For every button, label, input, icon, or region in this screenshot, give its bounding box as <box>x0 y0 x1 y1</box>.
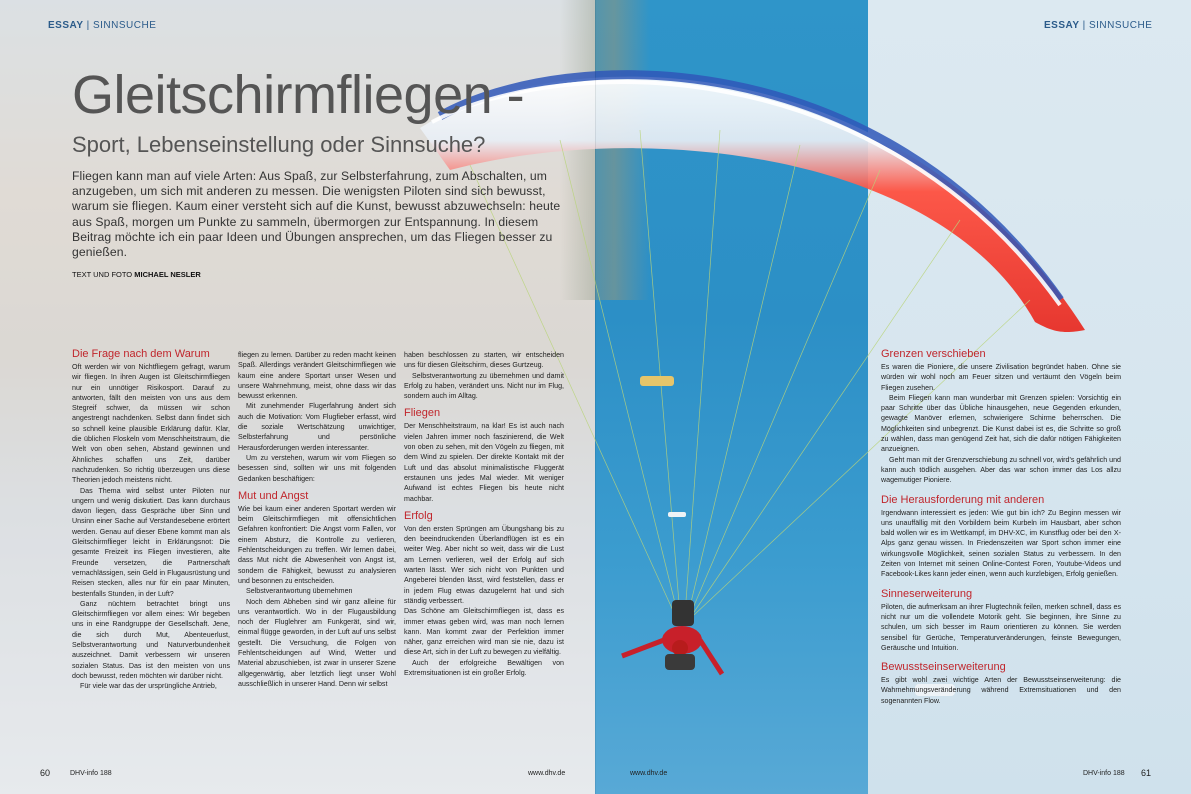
paragraph: Selbstverantwortung zu übernehmen und damit Erfolg zu haben, verändert uns. Nicht nur im Flug, sondern auch im Alltag. <box>404 371 564 401</box>
section-heading: Erfolg <box>404 509 433 522</box>
paragraph: Von den ersten Sprüngen am Übungshang bis zu den beeindruckenden Überlandflügen ist es ein weiter Weg. Aber nicht so weit, dass wir die Lust am Lernen verlieren, weil der Erfolg auf sich warten lässt. Wer sich nicht von Punkten und Angeberei blenden lässt, wird feststellen, dass er in jedem Flug etwas dazugelernt hat und sich ständig verbessert. <box>404 524 564 605</box>
pilot-figure <box>622 600 722 674</box>
paragraph: Wie bei kaum einer anderen Sportart werden wir beim Gleitschirmfliegen mit offensichtlichen Gefahren konfrontiert: Die Angst vorm Fallen, vor einem Absturz, die Kontrolle zu verlieren, Fehlentscheidungen zu treffen. Wir lernen dabei, dass Mut nicht die Abwesenheit von Angst ist, sondern die Fähigkeit, bewusst zu analysieren und besonnen zu entscheiden. <box>238 504 396 585</box>
boat <box>668 512 686 517</box>
paragraph: Irgendwann interessiert es jeden: Wie gut bin ich? Zu Beginn messen wir uns unauffällig mit den Vorbildern beim Kurbeln im Hausbart, aber schon bald wollen wir es im Wettkampf, im DHV-XC, im Kunstflug oder bei den X-Alps ganz genau wissen. In Friedenszeiten war Sport schon immer eine wirkungsvolle Möglichkeit, seinen sozialen Status zu verbessern. In den Zeiten von Internet mit seinen Online-Contest Foren, Youtube-Videos und Facebook-Likes kann jeder einen, wenn auch kurzlebigen, Erfolg genießen. <box>881 508 1121 579</box>
paragraph: Ganz nüchtern betrachtet bringt uns Gleitschirmfliegen vor allem eines: Wir begeben uns in eine Randgruppe der Gesellschaft. Jene, die sich durch Mut, Abenteuerlust, Selbstverantwortung und Naturverbundenheit auszeichnet. Damit verbessern wir unseren sozialen Status. Das ist den meisten von uns doch bewusst, reden möchten wir darüber nicht. <box>72 599 230 680</box>
paragraph: Noch dem Abheben sind wir ganz alleine für uns verantwortlich. Wo in der Flugausbildung noch der Fluglehrer am Funkgerät, sind wir, einmal flügge geworden, in der Luft auf uns selbst gestellt. Die Versuchung, die Folgen von Fehlentscheidungen auf Wind, Wetter und Material abzuschieben, ist zwar in unserer Szene allgegenwärtig, aber letztlich liegt unser Wohl ausschließlich in unserer Hand. Denn wir selbst <box>238 597 396 688</box>
website-url: www.dhv.de <box>528 770 566 777</box>
boat <box>640 376 674 386</box>
paragraph: Beim Fliegen kann man wunderbar mit Grenzen spielen: Vorsichtig ein paar Schritte über das Übliche hinausgehen, neue Gegenden erkunden, gewagte Manöver erlernen, schwierigere Schirme beherrschen. Die Möglichkeiten sind unbegrenzt. Die Kunst dabei ist es, die Schritte so groß zu wählen, dass man genügend Zeit hat, sich die dafür nötigen Fähigkeiten anzueignen. <box>881 393 1121 454</box>
section-heading: Sinneserweiterung <box>881 587 973 600</box>
article-lead: Fliegen kann man auf viele Arten: Aus Spaß, zur Selbsterfahrung, zum Abschalten, um anzugeben, um sich mit anderen zu messen. Die wenigsten Piloten sind sich bewusst, warum sie fliegen. Kaum einer versteht sich auf die Kunst, bewusst abzuwechseln: heute aus Spaß, morgen um Punkte zu sammeln, übermorgen zur Entspannung. In diesem Beitrag möchte ich ein paar Ideen und Übungen ansprechen, um das Fliegen besser zu genießen. <box>72 169 561 260</box>
text-column-2 <box>238 350 396 689</box>
article-title: Gleitschirmfliegen - <box>72 65 525 125</box>
text-column-3 <box>404 350 564 678</box>
paragraph: Um zu verstehen, warum wir vom Fliegen so besessen sind, sollten wir uns mit folgenden Gedanken beschäftigen: <box>238 453 396 483</box>
page-number: 61 <box>1141 768 1152 778</box>
magazine-folio: DHV-info 188 <box>1083 770 1125 777</box>
paragraph: Das Schöne am Gleitschirmfliegen ist, dass es immer etwas geben wird, was man noch lernen kann. Man kommt zwar der Perfektion immer näher, ganz erreichen wird man sie nie, dazu ist diese Art, sich in der Luft zu bewegen zu vielfältig. <box>404 607 564 657</box>
paragraph: Mit zunehmender Flugerfahrung ändert sich auch die Motivation: Vom Flugfieber erfasst, wird die soziale Wertschätzung unwichtiger, Selbsterfahrung und persönliche Herausforderungen werden interessanter. <box>238 402 396 452</box>
paragraph: Auch der erfolgreiche Bewältigen von Extremsituationen ist ein großer Erfolg. <box>404 658 564 678</box>
author-credit: TEXT UND FOTO MICHAEL NESLER <box>72 270 201 279</box>
paragraph: Piloten, die aufmerksam an ihrer Flugtechnik feilen, merken schnell, dass es nicht nur um die vollendete Motorik geht. Sie beginnen, ihre Sinne zu schulen, um sich besser im Raum orientieren zu können. Sie werden sensibel für Gerüche, Temperaturveränderungen, feinste Bewegungen, Geräusche und Intuition. <box>881 602 1121 652</box>
paragraph: Geht man mit der Grenzverschiebung zu schnell vor, wird's gefährlich und kann auch tödlich ausgehen. Aber das war schon immer das Los allzu wagemutiger Pioniere. <box>881 455 1121 485</box>
paragraph: Es waren die Pioniere, die unsere Zivilisation begründet haben. Ohne sie würden wir wohl noch am Feuer sitzen und vertäumt den Vögeln beim Fliegen zusehen. <box>881 363 1121 392</box>
paragraph: fliegen zu lernen. Darüber zu reden macht keinen Spaß. Allerdings verändert Gleitschirmfliegen wie kaum eine andere Sportart unser Wesen und unsere Wahrnehmung, meist, ohne dass wir das bewusst erkennen. <box>238 351 396 401</box>
paragraph: haben beschlossen zu starten, wir entscheiden uns für diesen Gleitschirm, dieses Gurtzeug. <box>404 351 564 370</box>
spread-gutter <box>595 0 596 794</box>
paragraph: Der Menschheitstraum, na klar! Es ist auch nach vielen Jahren immer noch faszinierend, die Welt von oben zu sehen, mit den Vögeln zu fliegen, mit dem Wind zu spielen. Der direkte Kontakt mit der Luft und das absolut minimalistische Fluggerät erstaunen uns jedes Mal wieder. Mit weniger Aufwand ist echtes Fliegen bis heute nicht machbar. <box>404 422 564 503</box>
section-heading: Fliegen <box>404 407 441 420</box>
section-heading: Grenzen verschieben <box>881 348 986 360</box>
section-heading: Mut und Angst <box>238 489 309 502</box>
paragraph: Es gibt wohl zwei wichtige Arten der Bewusstseinserweiterung: die Wahrnehmungsveränderung während Extremsituationen und den sogenannten Flow. <box>881 676 1121 705</box>
paragraph: Für viele war das der ursprüngliche Antrieb, <box>80 682 217 691</box>
section-heading: Bewusstseinserweiterung <box>881 661 1006 674</box>
page-number: 60 <box>40 768 51 778</box>
article-subtitle: Sport, Lebenseinstellung oder Sinnsuche? <box>72 132 486 157</box>
section-heading: Die Frage nach dem Warum <box>72 348 210 360</box>
paragraph: Oft werden wir von Nichtfliegern gefragt, warum wir fliegen. In ihren Augen ist Gleitschirmfliegen nur ein unnötiger Risikosport. Darauf zu antworten, fällt den meisten von uns aus dem Stegreif schwer, da müssen wir schon angestrengt nachdenken. Selbst dann findet sich so schnell keine plausible Erklärung dafür. Klar, die üblichen Floskeln vom Menschheitstraum, die Welt von oben sehen, Abstand gewinnen und Ähnliches schaffen uns Zeit, darüber nachzudenken. So richtig überzeugen uns diese Theorien jedoch meistens nicht. <box>72 363 230 485</box>
paragraph: Selbstverantwortung übernehmen <box>246 587 353 596</box>
website-url: www.dhv.de <box>630 770 668 777</box>
text-column-right <box>881 348 1121 706</box>
section-kicker: ESSAY | SINNSUCHE <box>48 20 157 31</box>
text-column-1 <box>72 348 230 692</box>
section-kicker: ESSAY | SINNSUCHE <box>1044 20 1153 31</box>
magazine-folio: DHV-info 188 <box>70 770 112 777</box>
section-heading: Die Herausforderung mit anderen <box>881 493 1045 506</box>
paragraph: Das Thema wird selbst unter Piloten nur ungern und wenig diskutiert. Das kann durchaus davon liegen, dass Gespräche über Sinn und Unsinn einer Sache auf Verstandesebene erörtert werden. Genau auf dieser Ebene kommt man als Gleitschirmflieger leicht in Erklärungsnot: Die gesamte Freizeit ins Fliegen investieren, alte Freunde versetzen, die Partnerschaft vernachlässigen, sein Geld in Flugausrüstung und Reisen stecken, alles nur für ein paar Minuten, bestenfalls Stunden, in der Luft? <box>72 486 230 598</box>
